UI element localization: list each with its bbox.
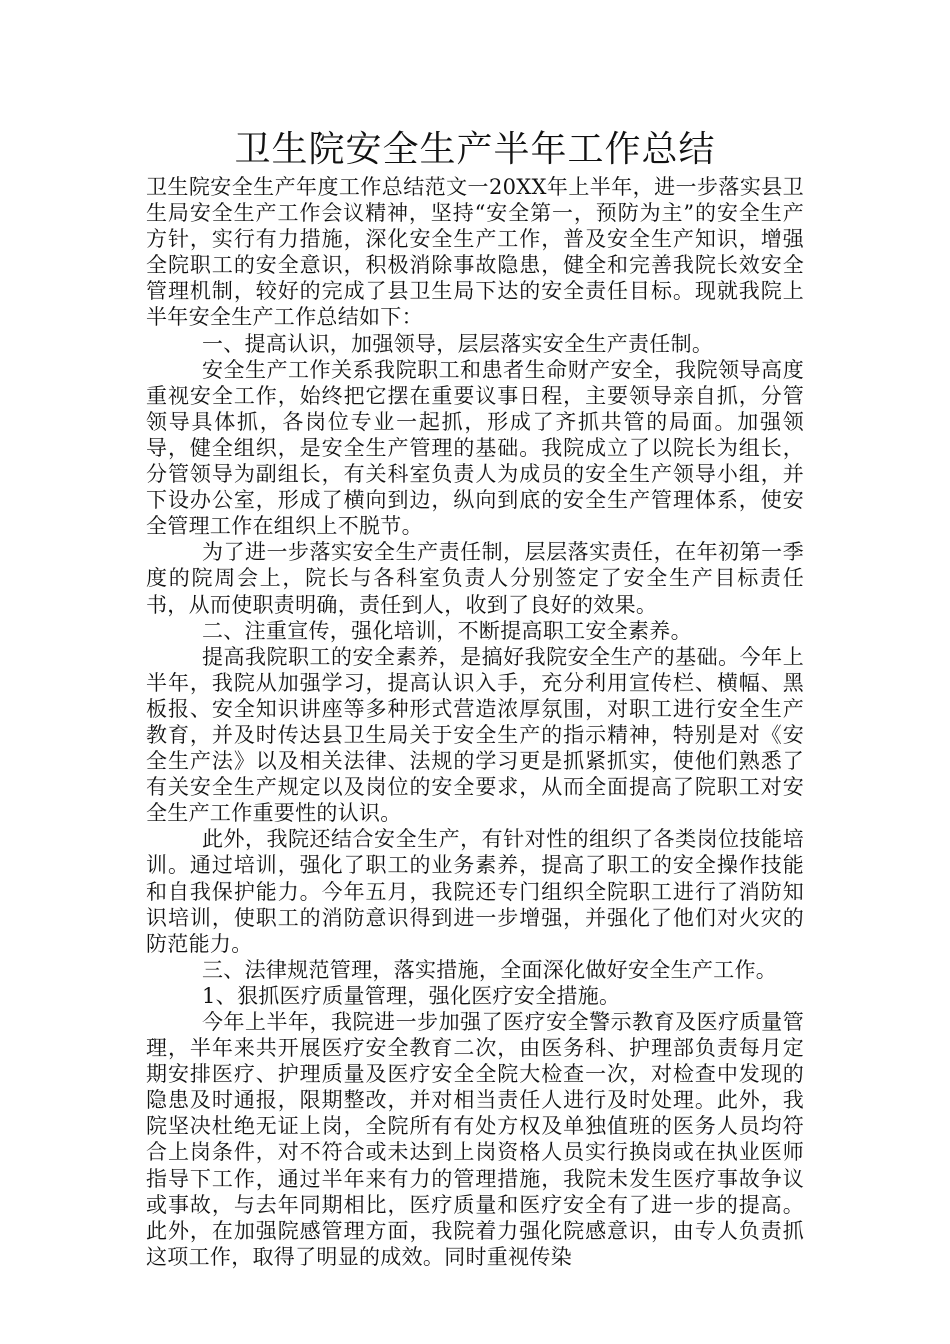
document-title: 卫生院安全生产半年工作总结: [234, 129, 716, 170]
section-heading-3: 三、法律规范管理，落实措施，全面深化做好安全生产工作。: [202, 957, 778, 982]
paragraph: 今年上半年，我院进一步加强了医疗安全警示教育及医疗质量管理，半年来共开展医疗安全教育二次，由医务科、护理部负责每月定期安排医疗、护理质量及医疗安全全院大检查一次，对检查中发现的隐患及时通报，限期整改，并对相当责任人进行及时处理。此外，我院坚决杜绝无证上岗，全院所有有处方权及单独值班的医务人员均符合上岗条件，对不符合或未达到上岗资格人员实行换岗或在执业医师指导下工作，通过半年来有力的管理措施，我院未发生医疗事故争议或事故，与去年同期相比，医疗质量和医疗安全有了进一步的提高。此外，在加强院感管理方面，我院着力强化院感意识，由专人负责抓这项工作，取得了明显的成效。同时重视传染: [146, 1010, 804, 1269]
document-body: [146, 174, 804, 1270]
paragraph: 此外，我院还结合安全生产，有针对性的组织了各类岗位技能培训。通过培训，强化了职工的业务素养，提高了职工的安全操作技能和自我保护能力。今年五月，我院还专门组织全院职工进行了消防知识培训，使职工的消防意识得到进一步增强，并强化了他们对火灾的防范能力。: [146, 827, 804, 956]
paragraph: 提高我院职工的安全素养，是搞好我院安全生产的基础。今年上半年，我院从加强学习，提高认识入手，充分利用宣传栏、横幅、黑板报、安全知识讲座等多种形式营造浓厚氛围，对职工进行安全生产教育，并及时传达县卫生局关于安全生产的指示精神，特别是对《安全生产法》以及相关法律、法规的学习更是抓紧抓实，使他们熟悉了有关安全生产规定以及岗位的安全要求，从而全面提高了院职工对安全生产工作重要性的认识。: [146, 644, 804, 826]
section-heading-2: 二、注重宣传，强化培训，不断提高职工安全素养。: [202, 618, 692, 643]
subsection-heading-1: 1、狠抓医疗质量管理，强化医疗安全措施。: [202, 983, 621, 1008]
paragraph: 为了进一步落实安全生产责任制，层层落实责任，在年初第一季度的院周会上，院长与各科室负责人分别签定了安全生产目标责任书，从而使职责明确，责任到人，收到了良好的效果。: [146, 540, 804, 617]
section-heading-1: 一、提高认识，加强领导，层层落实安全生产责任制。: [202, 331, 714, 356]
paragraph-intro: 卫生院安全生产年度工作总结范文一20XX年上半年，进一步落实县卫生局安全生产工作会议精神，坚持“安全第一，预防为主”的安全生产方针，实行有力措施，深化安全生产工作，普及安全生产知识，增强全院职工的安全意识，积极消除事故隐患，健全和完善我院长效安全管理机制，较好的完成了县卫生局下达的安全责任目标。现就我院上半年安全生产工作总结如下：: [146, 175, 804, 330]
paragraph: 安全生产工作关系我院职工和患者生命财产安全，我院领导高度重视安全工作，始终把它摆在重要议事日程，主要领导亲自抓，分管领导具体抓，各岗位专业一起抓，形成了齐抓共管的局面。加强领导，健全组织，是安全生产管理的基础。我院成立了以院长为组长，分管领导为副组长，有关科室负责人为成员的安全生产领导小组，并下设办公室，形成了横向到边，纵向到底的安全生产管理体系，使安全管理工作在组织上不脱节。: [146, 357, 804, 539]
